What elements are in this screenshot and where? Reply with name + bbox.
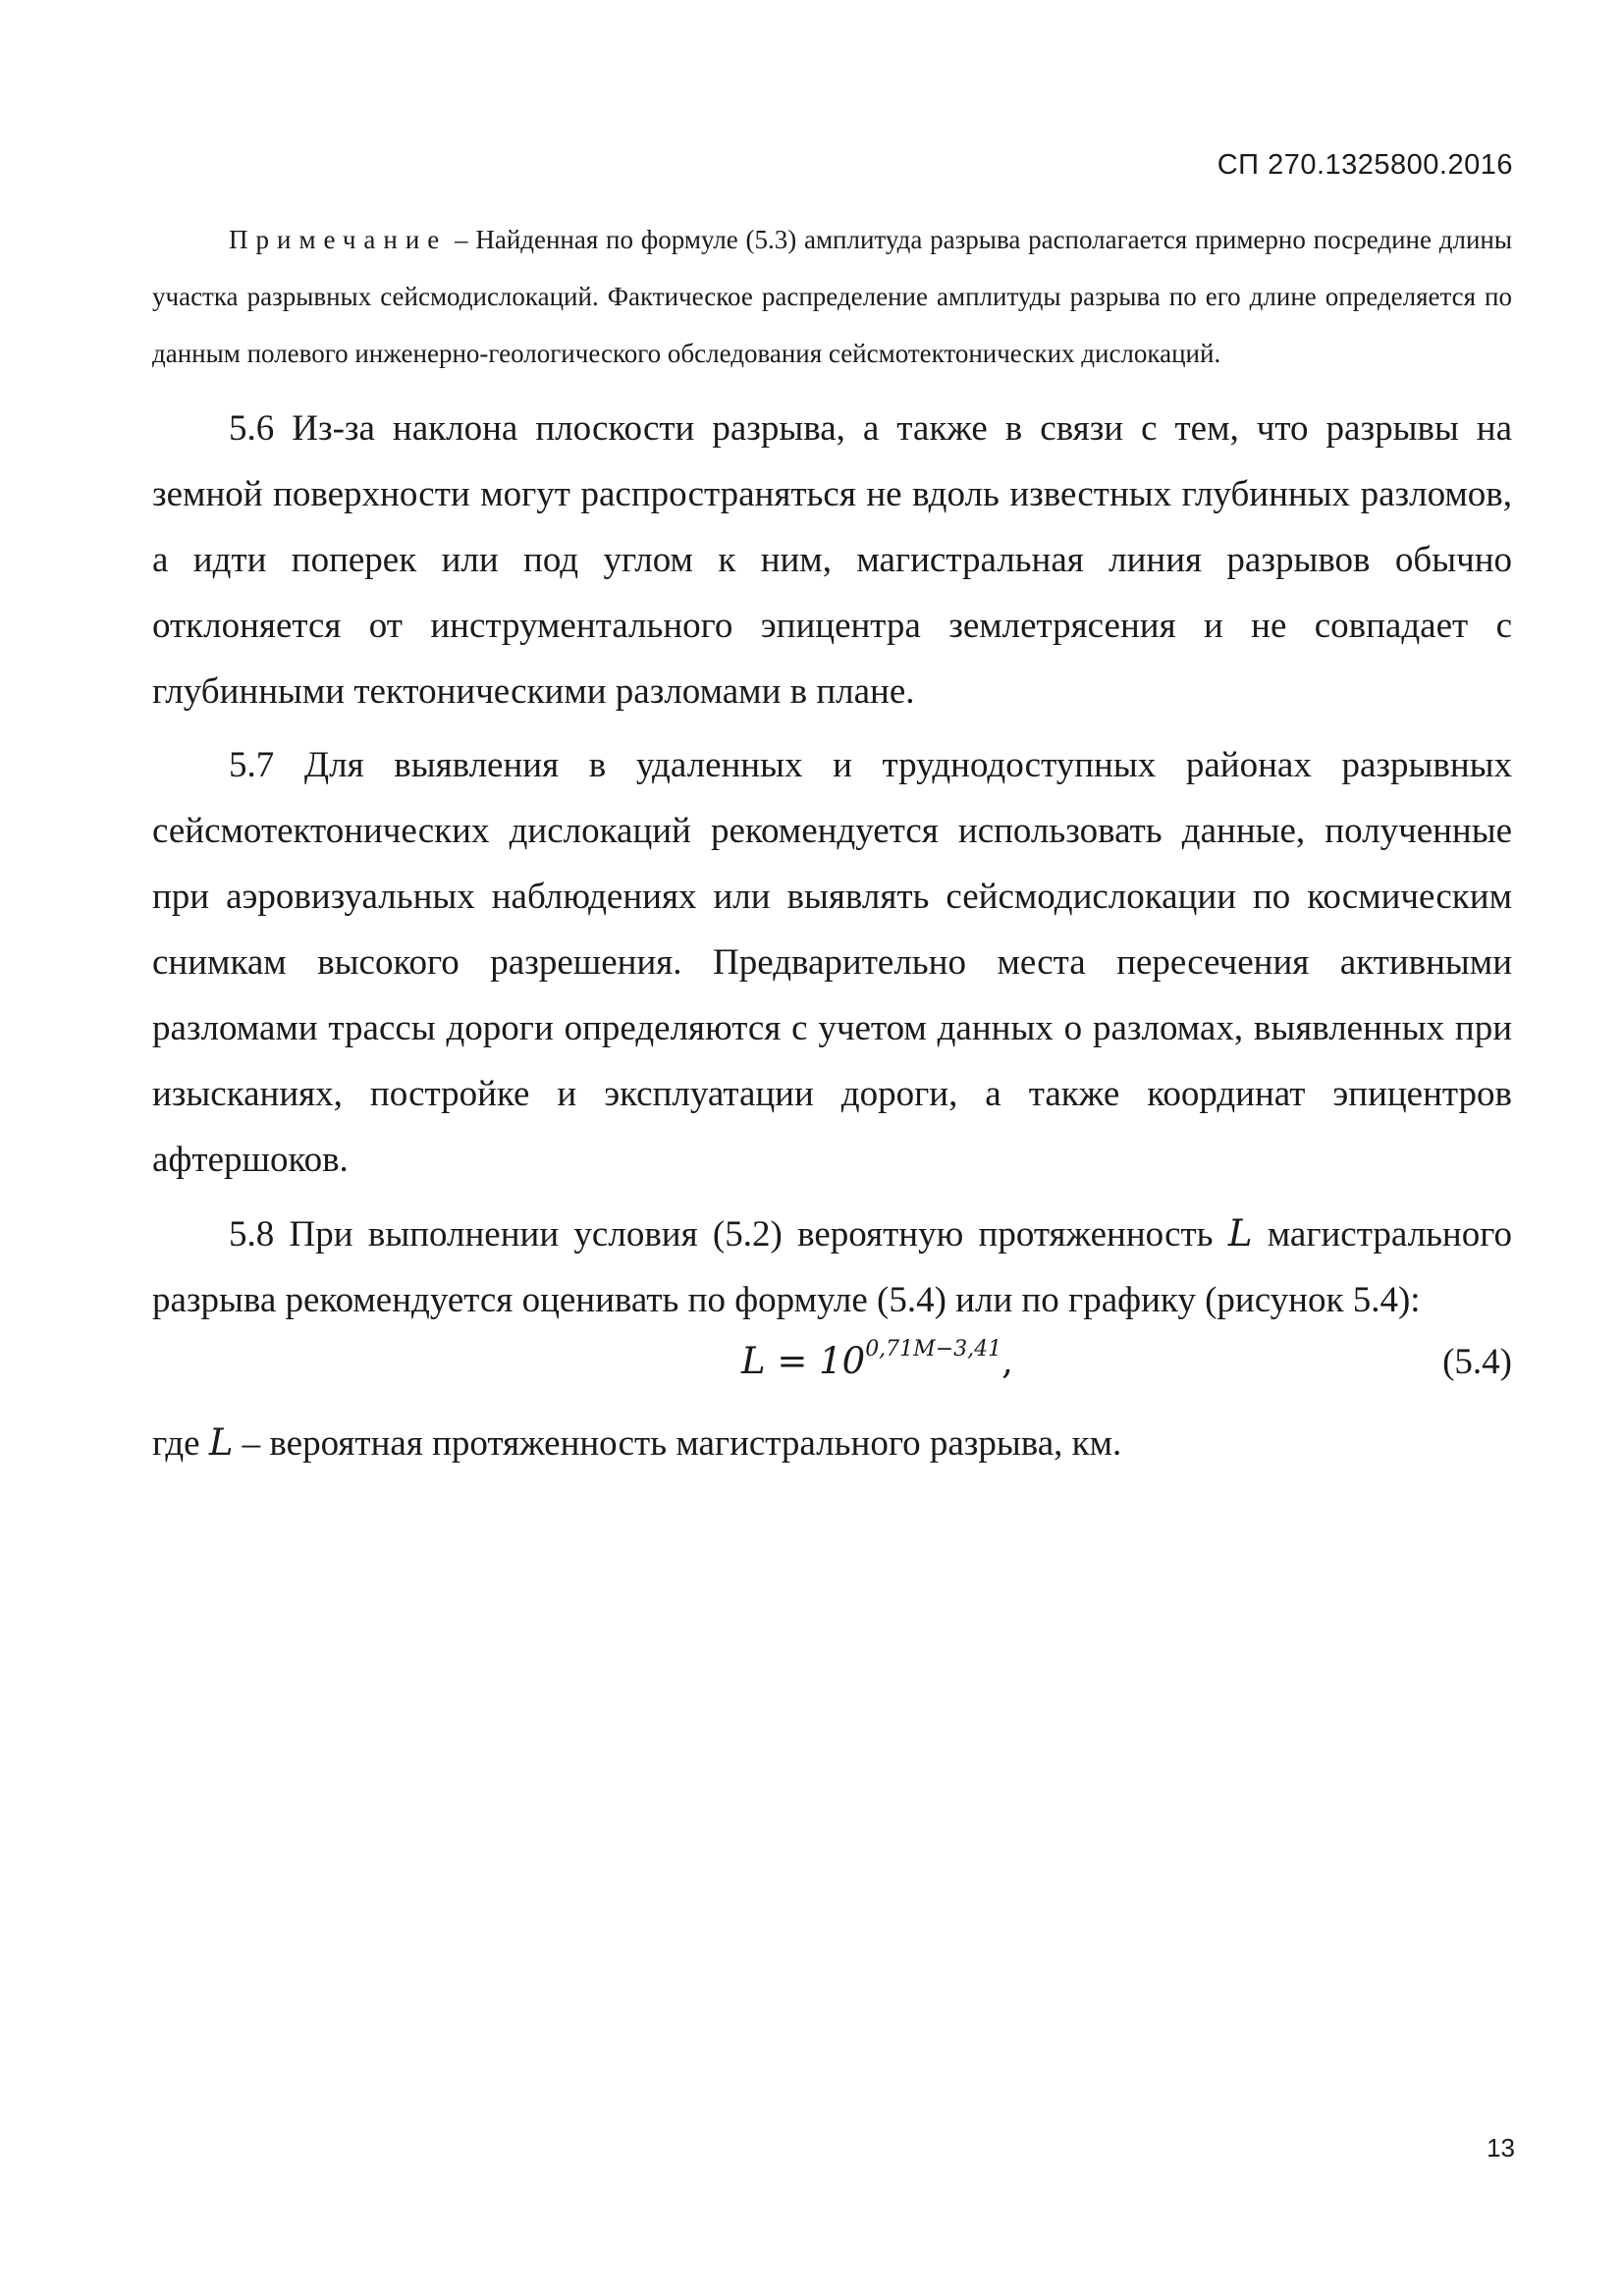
note-label: Примечание [229,225,448,254]
paragraph-5-6 [152,396,1512,724]
paragraph-text-after: магистрального разрыва рекомендуется оценивать по формуле (5.4) или по графику (рисунок 5.4): [152,1214,1512,1320]
where-symbol: L [208,1421,234,1464]
formula-lhs: L = 10 [741,1340,866,1382]
where-clause [152,1410,1512,1476]
formula-number: (5.4) [1442,1342,1512,1382]
paragraph-text: Из-за наклона плоскости разрыва, а также в связи с тем, что разрывы на земной поверхности могут распространяться не вдоль известных глубинных разломов, а идти поперек или под углом к ним, магистральная линия разрывов обычно отклоняется от инструментального эпицентра землетрясения и не совпадает с глубинными тектоническими разломами в плане. [152,408,1512,712]
note-paragraph [152,211,1512,382]
page-content [152,211,1512,1476]
formula-expression [741,1337,1013,1382]
where-text: – вероятная протяженность магистрального разрыва, км. [233,1423,1122,1464]
paragraph-5-8 [152,1201,1512,1333]
paragraph-text: При выполнении условия (5.2) вероятную протяженность [274,1214,1228,1255]
paragraph-number: 5.7 [229,745,275,785]
formula-exponent: 0,71M−3,41 [865,1337,1002,1362]
formula-trail: , [1001,1340,1013,1382]
paragraph-number: 5.6 [229,408,275,449]
where-prefix: где [152,1423,209,1464]
page-number: 13 [1487,2133,1515,2163]
document-code: СП 270.1325800.2016 [1217,149,1513,181]
paragraph-number: 5.8 [229,1214,275,1255]
paragraph-5-7 [152,732,1512,1193]
note-text: – Найденная по формуле (5.3) амплитуда разрыва располагается примерно посредине длины участка разрывных сейсмодислокаций. Фактическое распределение амплитуды разрыва по его длине определяется по данным полевого инженерно-геологического обследования сейсмотектонических дислокаций. [152,225,1512,368]
formula-5-4 [152,1333,1512,1400]
paragraph-text: Для выявления в удаленных и труднодоступных районах разрывных сейсмотектонических дислокаций рекомендуется использовать данные, полученные при аэровизуальных наблюдениях или выявлять сейсмодислокации по космическим снимкам высокого разрешения. Предварительно места пересечения активными разломами трассы дороги определяются с учетом данных о разломах, выявленных при изысканиях, постройке и эксплуатации дороги, а также координат эпицентров афтершоков. [152,745,1512,1180]
symbol-l: L [1227,1212,1253,1255]
